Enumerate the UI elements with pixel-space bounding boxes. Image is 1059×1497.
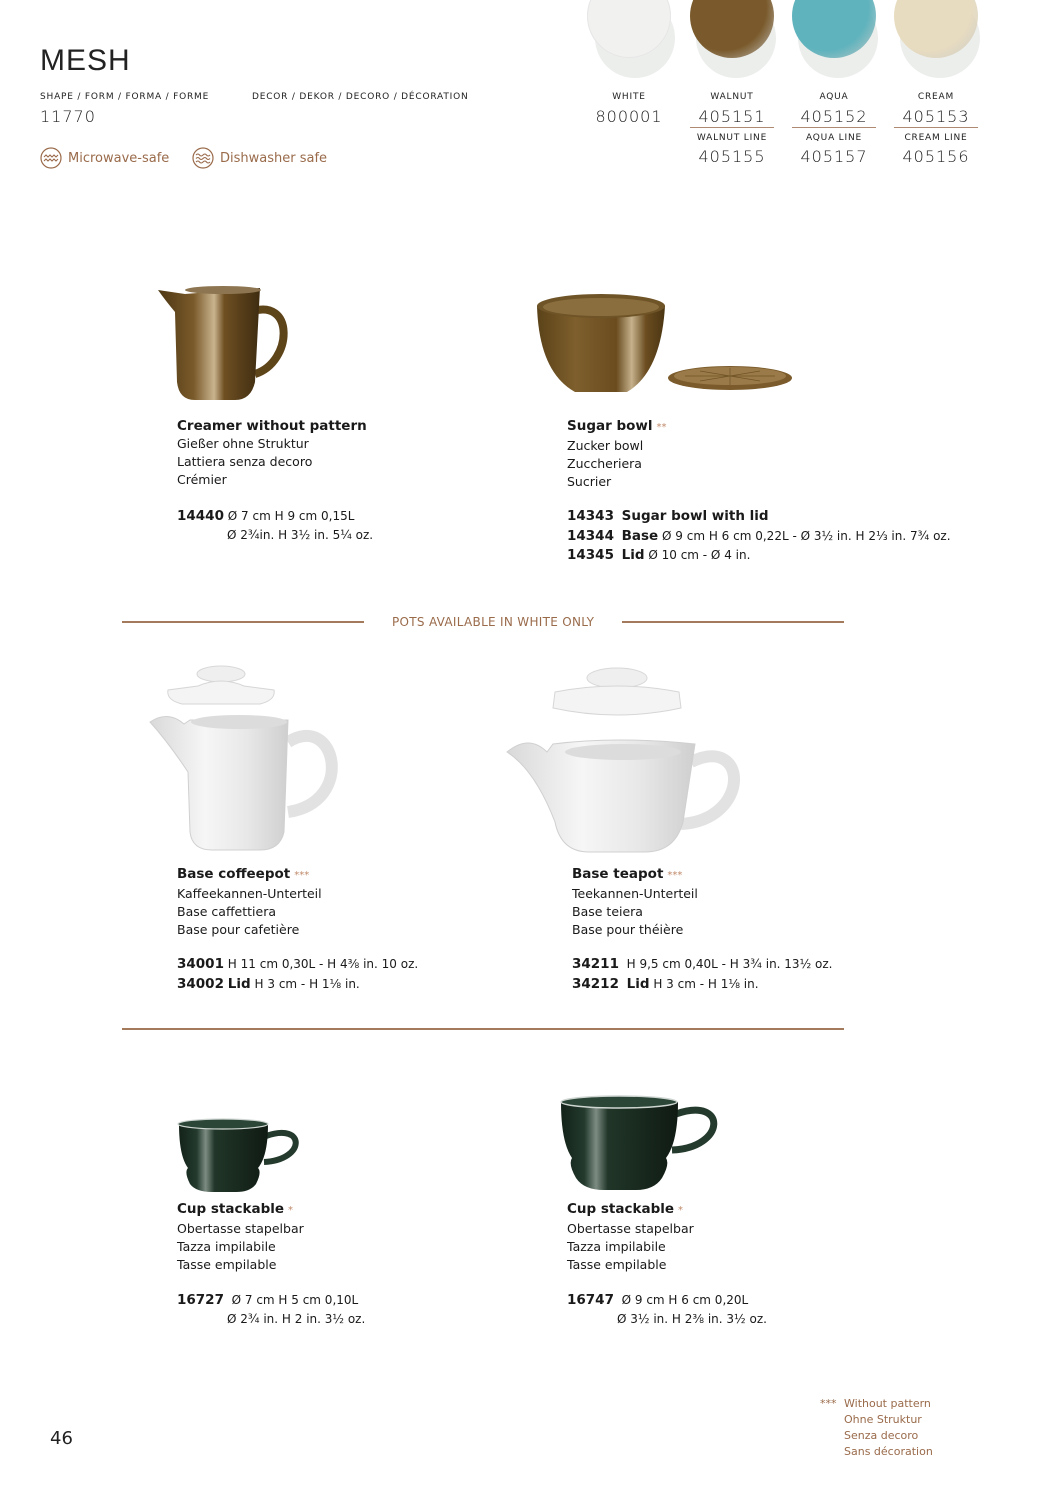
creamer-name: Creamer without pattern [177,418,367,434]
teapot-image [505,662,745,856]
cup-large-name: Cup stackable [567,1201,675,1217]
teapot-lid-code: 34212 [572,976,619,992]
decor-label: DECOR / DEKOR / DECORO / DÉCORATION [252,92,469,102]
creamer-image [155,282,295,404]
sugar-bowl-image [535,292,795,400]
teapot-name-de: Teekannen-Unterteil [572,886,698,901]
microwave-label: Microwave-safe [68,150,170,166]
sugar-bowl-base-label: Base [621,528,659,544]
cup-large-name-fr: Tasse empilable [567,1257,667,1272]
microwave-icon [40,147,62,169]
page-number: 46 [50,1428,73,1449]
sugar-bowl-code: 14343 [567,508,614,524]
decor-aqua-code: 405152 [800,107,868,126]
teapot-lid-label: Lid [626,976,650,992]
cup-small-dimensions-metric: Ø 7 cm H 5 cm 0,10L [231,1293,359,1307]
decor-walnut-name: WALNUT [710,92,754,102]
coffeepot-lid-code: 34002 [177,976,224,992]
coffeepot-lid-dimensions: H 3 cm - H 1⅛ in. [254,977,360,991]
sugar-bowl-spec-3 [567,546,750,565]
page-title: MESH [40,44,131,77]
cup-small-dimensions-imperial: Ø 2¾ in. H 2 in. 3½ oz. [227,1312,366,1326]
teapot-code: 34211 [572,956,619,972]
cup-large-dimensions-imperial: Ø 3½ in. H 2⅜ in. 3½ oz. [617,1312,767,1326]
teapot-spec-1 [572,955,832,974]
sugar-bowl-lid-code: 14345 [567,547,614,563]
divider-left [122,621,364,623]
coffeepot-stars: *** [294,870,310,881]
decor-walnut-code: 405151 [698,107,766,126]
cup-small-image [176,1116,302,1194]
coffeepot-code: 34001 [177,956,224,972]
sugar-bowl-name-fr: Sucrier [567,474,612,489]
creamer-code: 14440 [177,508,224,524]
footnote [844,1396,933,1460]
sugar-bowl-base-code: 14344 [567,528,614,544]
decor-cream-line-code: 405156 [902,147,970,166]
sugar-bowl-base-dimensions: Ø 9 cm H 6 cm 0,22L - Ø 3½ in. H 2⅓ in. 7¾ oz. [662,529,951,543]
cup-large-image [558,1092,722,1192]
cup-small-spec [177,1291,358,1310]
teapot-lid-dimensions: H 3 cm - H 1⅛ in. [653,977,759,991]
sugar-bowl-name-it: Zuccheriera [567,456,642,471]
coffeepot-spec-1 [177,955,418,974]
cup-small-description [177,1200,304,1274]
cup-small-name-de: Obertasse stapelbar [177,1221,304,1236]
cup-small-stars: * [288,1205,294,1216]
cup-large-stars: * [678,1205,684,1216]
footnote-line-de: Ohne Struktur [844,1413,922,1426]
shape-label: SHAPE / FORM / FORMA / FORME [40,92,210,102]
microwave-safe [40,147,169,169]
dishwasher-label: Dishwasher safe [220,150,328,166]
footnote-stars: *** [820,1397,837,1410]
teapot-description [572,865,698,939]
cup-large-description [567,1200,694,1274]
sugar-bowl-description [567,417,667,491]
cup-small-name-it: Tazza impilabile [177,1239,276,1254]
creamer-name-fr: Crémier [177,472,227,487]
sugar-bowl-name: Sugar bowl [567,418,653,434]
teapot-name-it: Base teiera [572,904,643,919]
sugar-bowl-spec-1 [567,507,769,526]
section-divider [122,1028,844,1030]
cup-large-name-it: Tazza impilabile [567,1239,666,1254]
sugar-bowl-label: Sugar bowl with lid [621,508,769,524]
coffeepot-dimensions: H 11 cm 0,30L - H 4⅜ in. 10 oz. [227,957,419,971]
sugar-bowl-lid-label: Lid [621,547,645,563]
decor-cream-line-name: CREAM LINE [904,133,968,143]
footnote-line-en: Without pattern [844,1397,931,1410]
cup-large-dimensions-metric: Ø 9 cm H 6 cm 0,20L [621,1293,749,1307]
sugar-bowl-name-de: Zucker bowl [567,438,644,453]
cup-large-name-de: Obertasse stapelbar [567,1221,694,1236]
decor-aqua-name: AQUA [819,92,849,102]
creamer-spec [177,507,354,526]
decor-walnut-line-name: WALNUT LINE [696,133,768,143]
decor-cream-name: CREAM [917,92,955,102]
teapot-spec-2 [572,975,759,994]
coffeepot-name: Base coffeepot [177,866,291,882]
footnote-line-fr: Sans décoration [844,1445,933,1458]
decor-aqua-line-name: AQUA LINE [806,133,862,143]
decor-white-name: WHITE [612,92,646,102]
sugar-bowl-stars: ** [656,422,667,433]
cup-small-name: Cup stackable [177,1201,285,1217]
sugar-bowl-spec-2 [567,527,951,546]
decor-walnut-line-code: 405155 [698,147,766,166]
dishwasher-safe [192,147,327,169]
pots-note: POTS AVAILABLE IN WHITE ONLY [392,615,595,629]
coffeepot-description [177,865,322,939]
footnote-line-it: Senza decoro [844,1429,919,1442]
teapot-dimensions: H 9,5 cm 0,40L - H 3¾ in. 13½ oz. [626,957,833,971]
shape-code: 11770 [40,107,96,126]
decor-white-code: 800001 [595,107,663,126]
sugar-bowl-lid-dimensions: Ø 10 cm - Ø 4 in. [648,548,751,562]
coffeepot-name-de: Kaffeekannen-Unterteil [177,886,322,901]
teapot-name-fr: Base pour théière [572,922,684,937]
creamer-name-de: Gießer ohne Struktur [177,436,309,451]
cup-small-name-fr: Tasse empilable [177,1257,277,1272]
teapot-name: Base teapot [572,866,664,882]
decor-cream-code: 405153 [902,107,970,126]
divider [894,127,978,128]
cup-small-code: 16727 [177,1292,224,1308]
coffeepot-spec-2 [177,975,360,994]
creamer-dimensions-imperial: Ø 2¾in. H 3½ in. 5¼ oz. [227,528,374,542]
cup-large-spec [567,1291,748,1310]
creamer-dimensions-metric: Ø 7 cm H 9 cm 0,15L [227,509,355,523]
creamer-name-it: Lattiera senza decoro [177,454,313,469]
decor-aqua-line-code: 405157 [800,147,868,166]
divider [690,127,774,128]
teapot-stars: *** [667,870,683,881]
creamer-description [177,417,367,489]
cup-large-code: 16747 [567,1292,614,1308]
dishwasher-icon [192,147,214,169]
coffeepot-name-fr: Base pour cafetière [177,922,300,937]
coffeepot-image [148,662,348,856]
divider [792,127,876,128]
coffeepot-name-it: Base caffettiera [177,904,277,919]
coffeepot-lid-label: Lid [227,976,251,992]
divider-right [622,621,844,623]
